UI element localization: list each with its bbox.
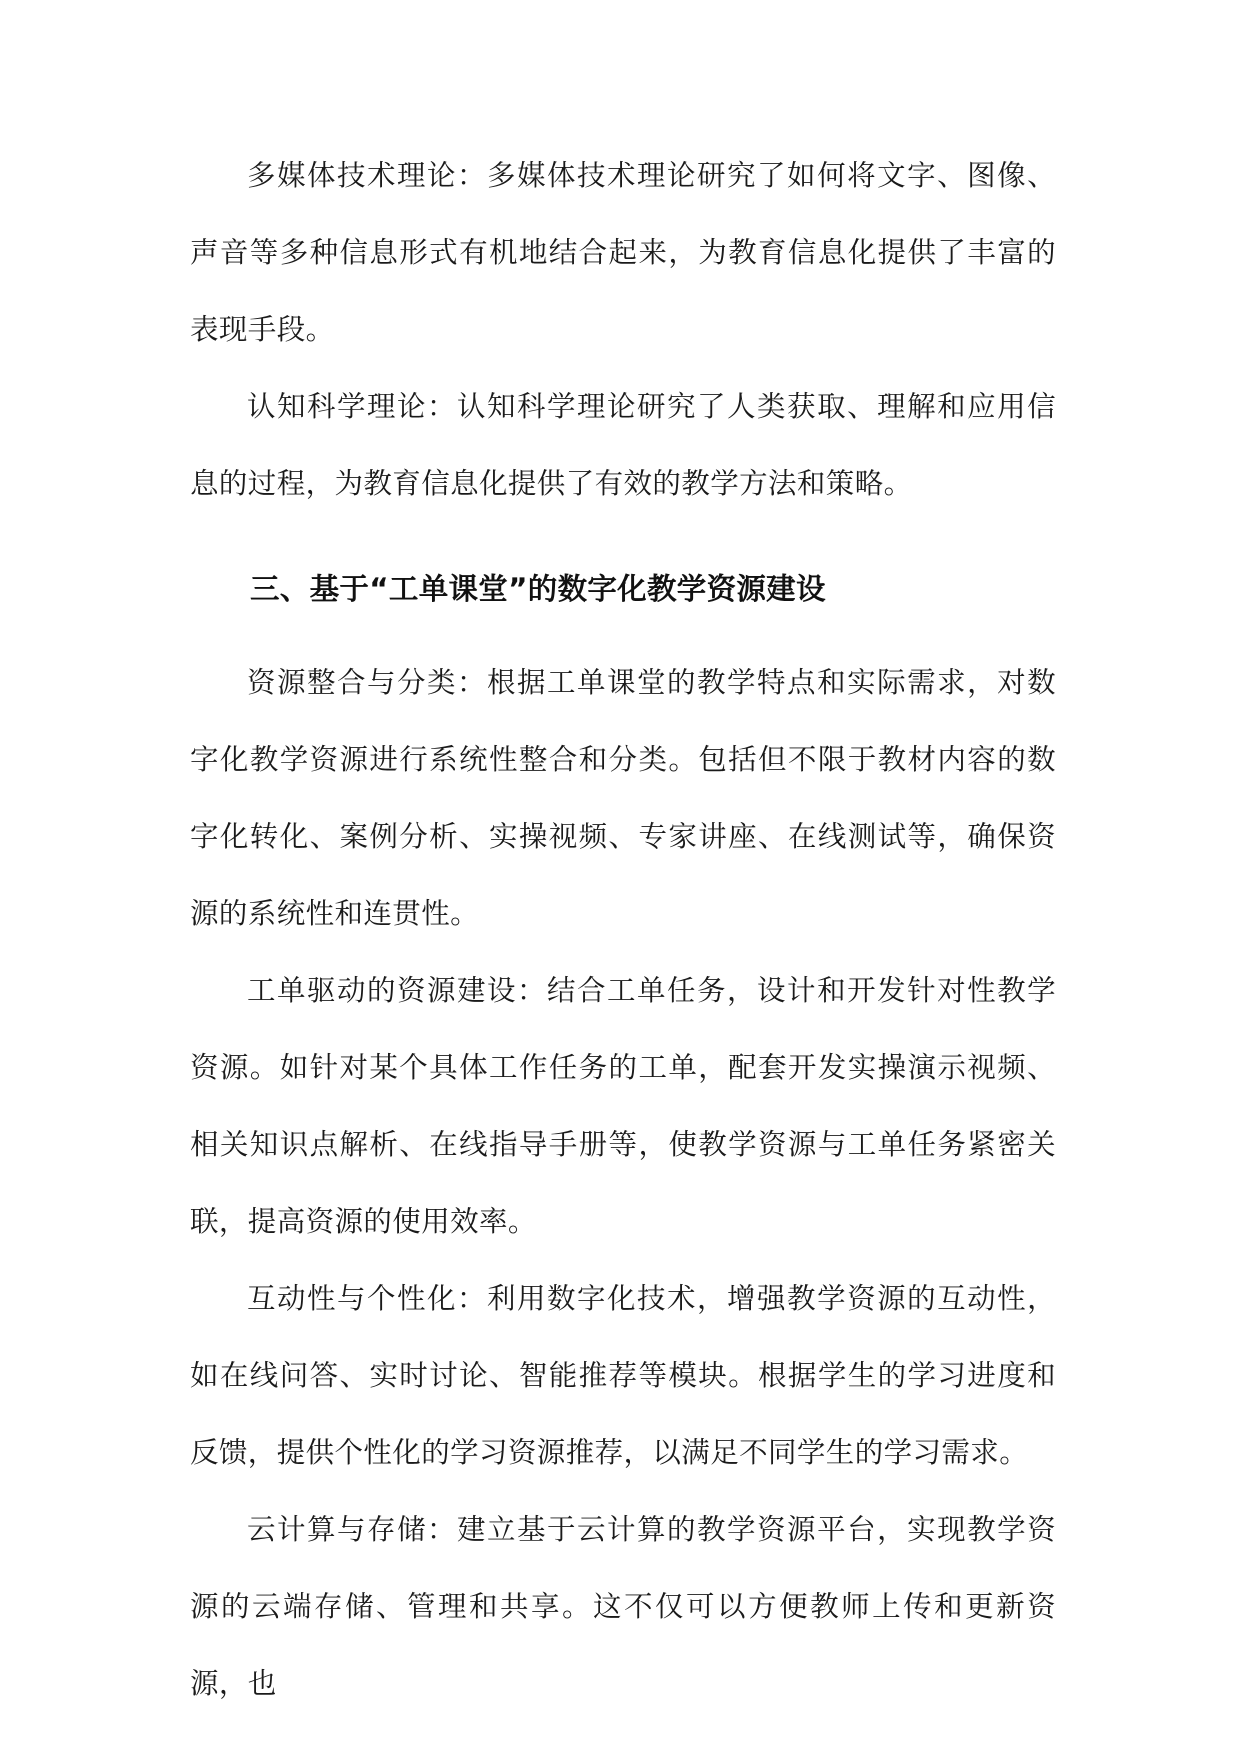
paragraph-work-order-driven: 工单驱动的资源建设：结合工单任务，设计和开发针对性教学资源。如针对某个具体工作任务的工单，配套开发实操演示视频、相关知识点解析、在线指导手册等，使教学资源与工单任务紧密关联，提高资源的使用效率。	[190, 974, 1056, 1238]
paragraph-resource-integration: 资源整合与分类：根据工单课堂的教学特点和实际需求，对数字化教学资源进行系统性整合和分类。包括但不限于教材内容的数字化转化、案例分析、实操视频、专家讲座、在线测试等，确保资源的系统性和连贯性。	[190, 666, 1056, 930]
paragraph-cloud-computing-storage: 云计算与存储：建立基于云计算的教学资源平台，实现教学资源的云端存储、管理和共享。这不仅可以方便教师上传和更新资源，也	[190, 1513, 1056, 1700]
section-heading: 三、基于“工单课堂”的数字化教学资源建设	[250, 572, 826, 606]
paragraph-multimedia-theory: 多媒体技术理论：多媒体技术理论研究了如何将文字、图像、声音等多种信息形式有机地结合起来，为教育信息化提供了丰富的表现手段。	[190, 159, 1056, 346]
paragraph-cognitive-science-theory: 认知科学理论：认知科学理论研究了人类获取、理解和应用信息的过程，为教育信息化提供了有效的教学方法和策略。	[190, 390, 1056, 500]
document-body	[190, 137, 1056, 1722]
paragraph-interactivity-personalization: 互动性与个性化：利用数字化技术，增强教学资源的互动性，如在线问答、实时讨论、智能推荐等模块。根据学生的学习进度和反馈，提供个性化的学习资源推荐，以满足不同学生的学习需求。	[190, 1282, 1056, 1469]
